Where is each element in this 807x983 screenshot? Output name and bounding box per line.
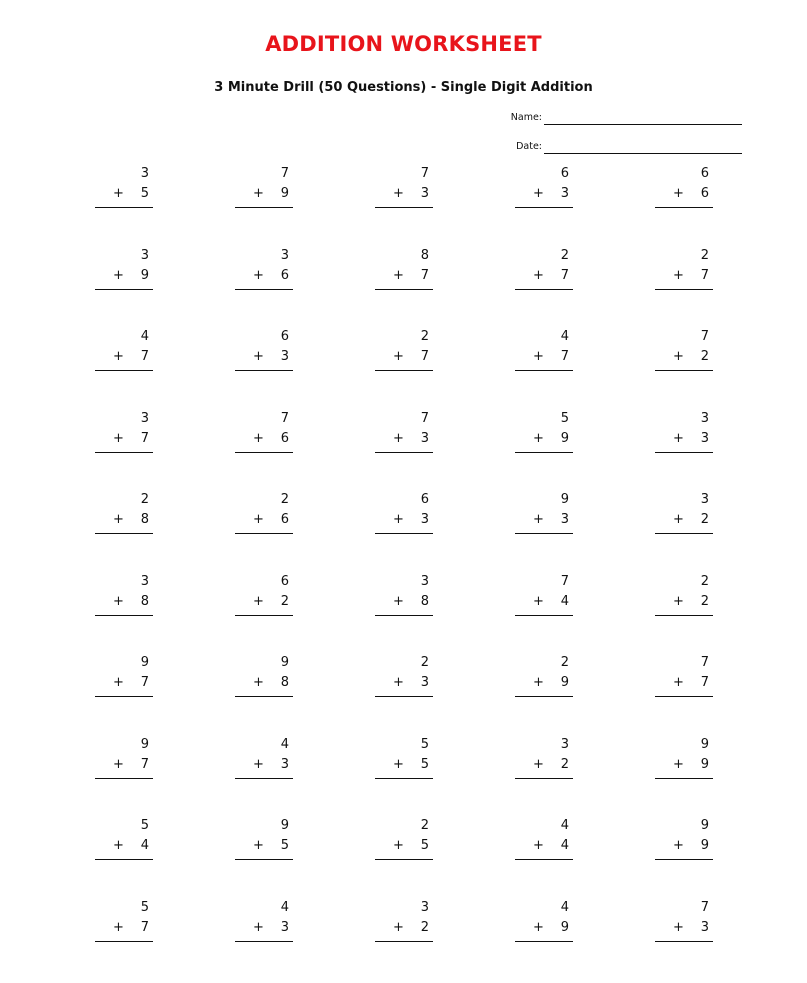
addend-bottom: 5 <box>280 838 289 853</box>
addend-bottom: 5 <box>420 838 429 853</box>
problem-28 <box>375 574 433 618</box>
plus-sign: + <box>393 431 404 446</box>
problem-7 <box>235 248 293 292</box>
plus-sign: + <box>673 675 684 690</box>
problem-32 <box>235 655 293 699</box>
problem-39 <box>515 737 573 781</box>
addend-top: 2 <box>560 655 569 670</box>
answer-line[interactable] <box>655 289 713 290</box>
plus-sign: + <box>533 186 544 201</box>
problem-13 <box>375 329 433 373</box>
addend-bottom: 9 <box>700 757 709 772</box>
problem-18 <box>375 411 433 455</box>
plus-sign: + <box>393 675 404 690</box>
answer-line[interactable] <box>515 859 573 860</box>
plus-sign: + <box>393 512 404 527</box>
problem-43 <box>375 818 433 862</box>
addend-top: 9 <box>700 737 709 752</box>
problem-25 <box>655 492 713 536</box>
answer-line[interactable] <box>235 941 293 942</box>
answer-line[interactable] <box>515 533 573 534</box>
plus-sign: + <box>253 512 264 527</box>
plus-sign: + <box>673 757 684 772</box>
plus-sign: + <box>533 838 544 853</box>
plus-sign: + <box>673 268 684 283</box>
addend-top: 7 <box>700 655 709 670</box>
addend-top: 4 <box>140 329 149 344</box>
plus-sign: + <box>253 757 264 772</box>
addend-bottom: 2 <box>700 512 709 527</box>
answer-line[interactable] <box>655 452 713 453</box>
addend-bottom: 2 <box>560 757 569 772</box>
addend-top: 3 <box>420 900 429 915</box>
answer-line[interactable] <box>515 778 573 779</box>
answer-line[interactable] <box>515 207 573 208</box>
addend-top: 6 <box>280 574 289 589</box>
date-line[interactable] <box>544 153 742 154</box>
plus-sign: + <box>673 349 684 364</box>
answer-line[interactable] <box>655 696 713 697</box>
addend-bottom: 3 <box>700 431 709 446</box>
plus-sign: + <box>113 594 124 609</box>
addend-top: 2 <box>700 248 709 263</box>
addend-top: 2 <box>280 492 289 507</box>
answer-line[interactable] <box>95 615 153 616</box>
date-field[interactable] <box>480 141 742 161</box>
answer-line[interactable] <box>655 533 713 534</box>
plus-sign: + <box>253 431 264 446</box>
answer-line[interactable] <box>95 207 153 208</box>
answer-line[interactable] <box>515 696 573 697</box>
addend-bottom: 2 <box>700 594 709 609</box>
addend-bottom: 2 <box>420 920 429 935</box>
addend-bottom: 3 <box>420 675 429 690</box>
addend-bottom: 3 <box>420 186 429 201</box>
plus-sign: + <box>253 838 264 853</box>
problem-6 <box>95 248 153 292</box>
answer-line[interactable] <box>375 289 433 290</box>
worksheet-subtitle: 3 Minute Drill (50 Questions) - Single Digit Addition <box>214 80 593 95</box>
problem-34 <box>515 655 573 699</box>
plus-sign: + <box>533 594 544 609</box>
plus-sign: + <box>253 594 264 609</box>
plus-sign: + <box>113 431 124 446</box>
plus-sign: + <box>673 431 684 446</box>
plus-sign: + <box>673 920 684 935</box>
answer-line[interactable] <box>375 615 433 616</box>
answer-line[interactable] <box>235 207 293 208</box>
problem-16 <box>95 411 153 455</box>
addend-top: 4 <box>280 900 289 915</box>
answer-line[interactable] <box>95 859 153 860</box>
addend-bottom: 3 <box>560 186 569 201</box>
problem-5 <box>655 166 713 210</box>
plus-sign: + <box>533 512 544 527</box>
addend-top: 3 <box>280 248 289 263</box>
addend-top: 3 <box>140 248 149 263</box>
addend-top: 2 <box>420 818 429 833</box>
addend-bottom: 6 <box>280 512 289 527</box>
problem-48 <box>375 900 433 944</box>
answer-line[interactable] <box>655 859 713 860</box>
problem-3 <box>375 166 433 210</box>
problem-45 <box>655 818 713 862</box>
plus-sign: + <box>113 757 124 772</box>
problem-44 <box>515 818 573 862</box>
problem-46 <box>95 900 153 944</box>
problem-20 <box>655 411 713 455</box>
addend-top: 6 <box>280 329 289 344</box>
problem-37 <box>235 737 293 781</box>
answer-line[interactable] <box>235 289 293 290</box>
plus-sign: + <box>253 268 264 283</box>
answer-line[interactable] <box>95 289 153 290</box>
addend-top: 2 <box>560 248 569 263</box>
addend-bottom: 4 <box>140 838 149 853</box>
addend-top: 3 <box>420 574 429 589</box>
plus-sign: + <box>253 186 264 201</box>
problem-26 <box>95 574 153 618</box>
addend-top: 7 <box>560 574 569 589</box>
addend-bottom: 9 <box>140 268 149 283</box>
answer-line[interactable] <box>235 452 293 453</box>
problem-22 <box>235 492 293 536</box>
addend-bottom: 9 <box>560 431 569 446</box>
problem-27 <box>235 574 293 618</box>
addend-top: 3 <box>560 737 569 752</box>
addend-top: 7 <box>700 900 709 915</box>
answer-line[interactable] <box>375 370 433 371</box>
answer-line[interactable] <box>655 207 713 208</box>
addend-top: 5 <box>140 818 149 833</box>
plus-sign: + <box>113 186 124 201</box>
problem-42 <box>235 818 293 862</box>
addend-bottom: 6 <box>700 186 709 201</box>
problem-21 <box>95 492 153 536</box>
problem-17 <box>235 411 293 455</box>
answer-line[interactable] <box>95 778 153 779</box>
plus-sign: + <box>253 920 264 935</box>
plus-sign: + <box>393 349 404 364</box>
problem-36 <box>95 737 153 781</box>
problem-40 <box>655 737 713 781</box>
addend-top: 9 <box>280 655 289 670</box>
addend-top: 5 <box>560 411 569 426</box>
addend-top: 6 <box>420 492 429 507</box>
addend-top: 9 <box>140 655 149 670</box>
answer-line[interactable] <box>375 452 433 453</box>
plus-sign: + <box>673 594 684 609</box>
addend-bottom: 7 <box>700 675 709 690</box>
addend-top: 9 <box>280 818 289 833</box>
worksheet-title: ADDITION WORKSHEET <box>265 32 542 56</box>
plus-sign: + <box>533 675 544 690</box>
plus-sign: + <box>113 349 124 364</box>
problem-9 <box>515 248 573 292</box>
plus-sign: + <box>673 512 684 527</box>
problem-23 <box>375 492 433 536</box>
addend-top: 3 <box>700 492 709 507</box>
problem-10 <box>655 248 713 292</box>
date-label: Date: <box>516 141 542 152</box>
plus-sign: + <box>113 675 124 690</box>
plus-sign: + <box>393 268 404 283</box>
problem-24 <box>515 492 573 536</box>
addend-top: 9 <box>560 492 569 507</box>
addend-top: 4 <box>560 818 569 833</box>
addend-top: 3 <box>140 411 149 426</box>
addend-top: 6 <box>700 166 709 181</box>
name-label: Name: <box>510 112 542 123</box>
problem-35 <box>655 655 713 699</box>
answer-line[interactable] <box>95 452 153 453</box>
addend-bottom: 7 <box>560 268 569 283</box>
addend-top: 8 <box>420 248 429 263</box>
plus-sign: + <box>253 675 264 690</box>
addend-bottom: 8 <box>420 594 429 609</box>
addend-bottom: 3 <box>280 349 289 364</box>
plus-sign: + <box>113 512 124 527</box>
addend-top: 4 <box>560 329 569 344</box>
addend-bottom: 7 <box>140 920 149 935</box>
addend-bottom: 3 <box>280 757 289 772</box>
problem-19 <box>515 411 573 455</box>
addend-top: 7 <box>280 411 289 426</box>
answer-line[interactable] <box>235 778 293 779</box>
answer-line[interactable] <box>95 370 153 371</box>
plus-sign: + <box>393 186 404 201</box>
addend-bottom: 7 <box>700 268 709 283</box>
plus-sign: + <box>533 431 544 446</box>
plus-sign: + <box>113 838 124 853</box>
addend-bottom: 7 <box>140 349 149 364</box>
answer-line[interactable] <box>375 696 433 697</box>
answer-line[interactable] <box>655 370 713 371</box>
plus-sign: + <box>393 838 404 853</box>
problem-2 <box>235 166 293 210</box>
answer-line[interactable] <box>515 289 573 290</box>
addend-bottom: 9 <box>280 186 289 201</box>
problem-29 <box>515 574 573 618</box>
problem-38 <box>375 737 433 781</box>
addend-top: 2 <box>140 492 149 507</box>
plus-sign: + <box>393 757 404 772</box>
addend-bottom: 4 <box>560 838 569 853</box>
addend-top: 7 <box>700 329 709 344</box>
addend-bottom: 8 <box>140 594 149 609</box>
plus-sign: + <box>533 268 544 283</box>
answer-line[interactable] <box>95 696 153 697</box>
plus-sign: + <box>113 268 124 283</box>
answer-line[interactable] <box>95 941 153 942</box>
answer-line[interactable] <box>235 370 293 371</box>
addend-bottom: 3 <box>280 920 289 935</box>
addend-bottom: 3 <box>560 512 569 527</box>
answer-line[interactable] <box>655 615 713 616</box>
answer-line[interactable] <box>375 941 433 942</box>
addend-bottom: 3 <box>700 920 709 935</box>
addend-bottom: 2 <box>280 594 289 609</box>
answer-line[interactable] <box>655 778 713 779</box>
answer-line[interactable] <box>375 859 433 860</box>
addend-bottom: 9 <box>700 838 709 853</box>
problem-15 <box>655 329 713 373</box>
answer-line[interactable] <box>235 615 293 616</box>
problem-31 <box>95 655 153 699</box>
addend-top: 5 <box>140 900 149 915</box>
answer-line[interactable] <box>655 941 713 942</box>
addend-bottom: 3 <box>420 512 429 527</box>
addend-top: 7 <box>280 166 289 181</box>
addend-top: 9 <box>140 737 149 752</box>
addend-top: 7 <box>420 166 429 181</box>
plus-sign: + <box>533 349 544 364</box>
addend-top: 3 <box>140 574 149 589</box>
addend-bottom: 7 <box>420 268 429 283</box>
addend-top: 2 <box>420 655 429 670</box>
answer-line[interactable] <box>375 778 433 779</box>
plus-sign: + <box>533 920 544 935</box>
problem-50 <box>655 900 713 944</box>
addend-top: 7 <box>420 411 429 426</box>
addend-bottom: 9 <box>560 675 569 690</box>
problem-8 <box>375 248 433 292</box>
answer-line[interactable] <box>515 941 573 942</box>
answer-line[interactable] <box>235 859 293 860</box>
problem-12 <box>235 329 293 373</box>
problem-41 <box>95 818 153 862</box>
addend-top: 5 <box>420 737 429 752</box>
plus-sign: + <box>393 594 404 609</box>
name-line[interactable] <box>544 124 742 125</box>
addend-bottom: 7 <box>140 757 149 772</box>
addend-top: 6 <box>560 166 569 181</box>
answer-line[interactable] <box>95 533 153 534</box>
addend-top: 2 <box>420 329 429 344</box>
addend-bottom: 2 <box>700 349 709 364</box>
problem-4 <box>515 166 573 210</box>
addend-bottom: 7 <box>420 349 429 364</box>
problem-47 <box>235 900 293 944</box>
addend-bottom: 6 <box>280 431 289 446</box>
answer-line[interactable] <box>515 370 573 371</box>
addend-bottom: 4 <box>560 594 569 609</box>
addend-top: 3 <box>700 411 709 426</box>
plus-sign: + <box>393 920 404 935</box>
addend-bottom: 7 <box>140 431 149 446</box>
addend-top: 9 <box>700 818 709 833</box>
plus-sign: + <box>533 757 544 772</box>
problem-30 <box>655 574 713 618</box>
problem-11 <box>95 329 153 373</box>
answer-line[interactable] <box>375 533 433 534</box>
addend-bottom: 5 <box>420 757 429 772</box>
addend-bottom: 9 <box>560 920 569 935</box>
problem-14 <box>515 329 573 373</box>
addend-bottom: 3 <box>420 431 429 446</box>
addend-bottom: 8 <box>280 675 289 690</box>
answer-line[interactable] <box>515 452 573 453</box>
plus-sign: + <box>673 838 684 853</box>
problem-1 <box>95 166 153 210</box>
answer-line[interactable] <box>375 207 433 208</box>
addend-bottom: 7 <box>140 675 149 690</box>
answer-line[interactable] <box>515 615 573 616</box>
addend-top: 2 <box>700 574 709 589</box>
addend-bottom: 8 <box>140 512 149 527</box>
addend-bottom: 7 <box>560 349 569 364</box>
plus-sign: + <box>113 920 124 935</box>
plus-sign: + <box>673 186 684 201</box>
addend-bottom: 5 <box>140 186 149 201</box>
addend-top: 3 <box>140 166 149 181</box>
problem-33 <box>375 655 433 699</box>
addend-bottom: 6 <box>280 268 289 283</box>
plus-sign: + <box>253 349 264 364</box>
answer-line[interactable] <box>235 533 293 534</box>
answer-line[interactable] <box>235 696 293 697</box>
name-field[interactable] <box>480 112 742 132</box>
addend-top: 4 <box>560 900 569 915</box>
problem-49 <box>515 900 573 944</box>
addend-top: 4 <box>280 737 289 752</box>
